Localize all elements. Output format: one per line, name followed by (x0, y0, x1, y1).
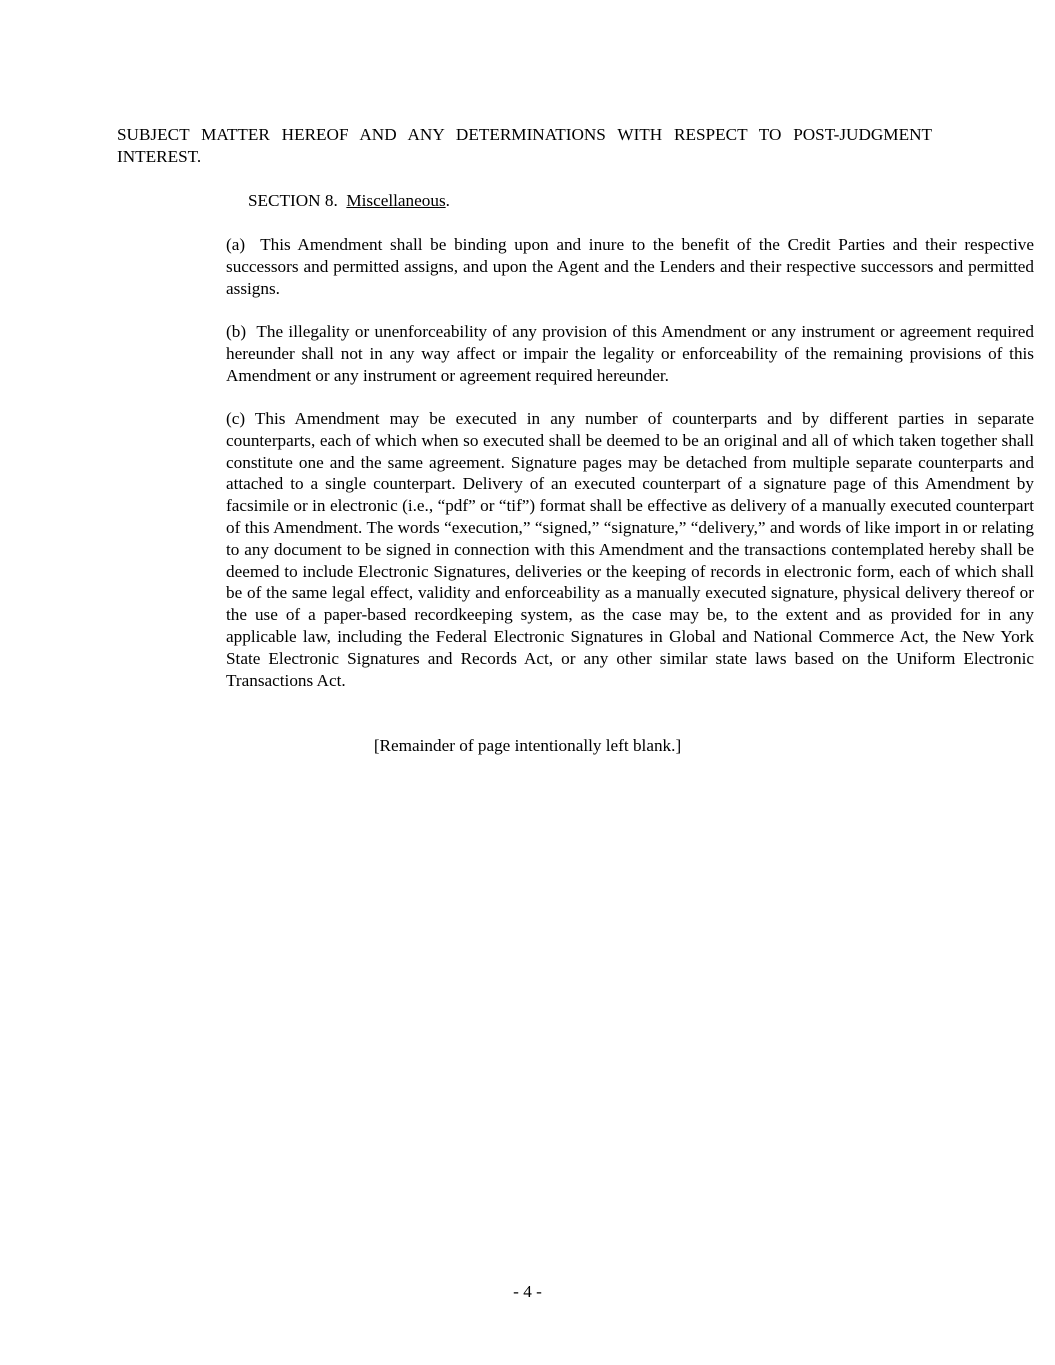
section-title-suffix: . (445, 191, 450, 210)
paragraph-b (124, 321, 1034, 386)
paragraph-b-label: (b) (226, 322, 247, 341)
continuation-text: SUBJECT MATTER HEREOF AND ANY DETERMINATIONS WITH RESPECT TO POST-JUDGMENT INTEREST. (117, 125, 932, 166)
paragraph-c-label: (c) (226, 409, 246, 428)
section-title: Miscellaneous (346, 191, 446, 210)
paragraph-a (124, 234, 1034, 299)
remainder-note: [Remainder of page intentionally left blank.] (373, 736, 682, 755)
paragraph-a-text: This Amendment shall be binding upon and inure to the benefit of the Credit Parties and their respective successors and permitted assigns, and upon the Agent and the Lenders and their respective successors and permitted assigns. (226, 235, 1034, 298)
section-number: SECTION 8. (248, 191, 338, 210)
paragraph-a-label: (a) (226, 235, 246, 254)
page-number: - 4 - (513, 1282, 542, 1301)
paragraph-c-text: This Amendment may be executed in any number of counterparts and by different parties in separate counterparts, each of which when so executed shall be deemed to be an original and all of which taken together shall constitute one and the same agreement. Signature pages may be detached from multiple separate counterparts and attached to a single counterpart. Delivery of an executed counterpart of a signature page of this Amendment by facsimile or in electronic (i.e., “pdf” or “tif”) format shall be effective as delivery of a manually executed counterpart of this Amendment. The words “execution,” “signed,” “signature,” “delivery,” and words of like import in or relating to any document to be signed in connection with this Amendment and the transactions contemplated hereby shall be deemed to include Electronic Signatures, deliveries or the keeping of records in electronic form, each of which shall be of the same legal effect, validity and enforceability as a manually executed signature, physical delivery thereof or the use of a paper-based recordkeeping system, as the case may be, to the extent and as provided for in any applicable law, including the Federal Electronic Signatures in Global and National Commerce Act, the New York State Electronic Signatures and Records Act, or any other similar state laws based on the Uniform Electronic Transactions Act. (226, 409, 1034, 690)
section-heading (248, 190, 450, 212)
paragraph-b-text: The illegality or unenforceability of any provision of this Amendment or any instrument or agreement required hereunder shall not in any way affect or impair the legality or enforceability of the remaining provisions of this Amendment or any instrument or agreement required hereunder. (226, 322, 1034, 385)
paragraph-c (124, 408, 1034, 691)
